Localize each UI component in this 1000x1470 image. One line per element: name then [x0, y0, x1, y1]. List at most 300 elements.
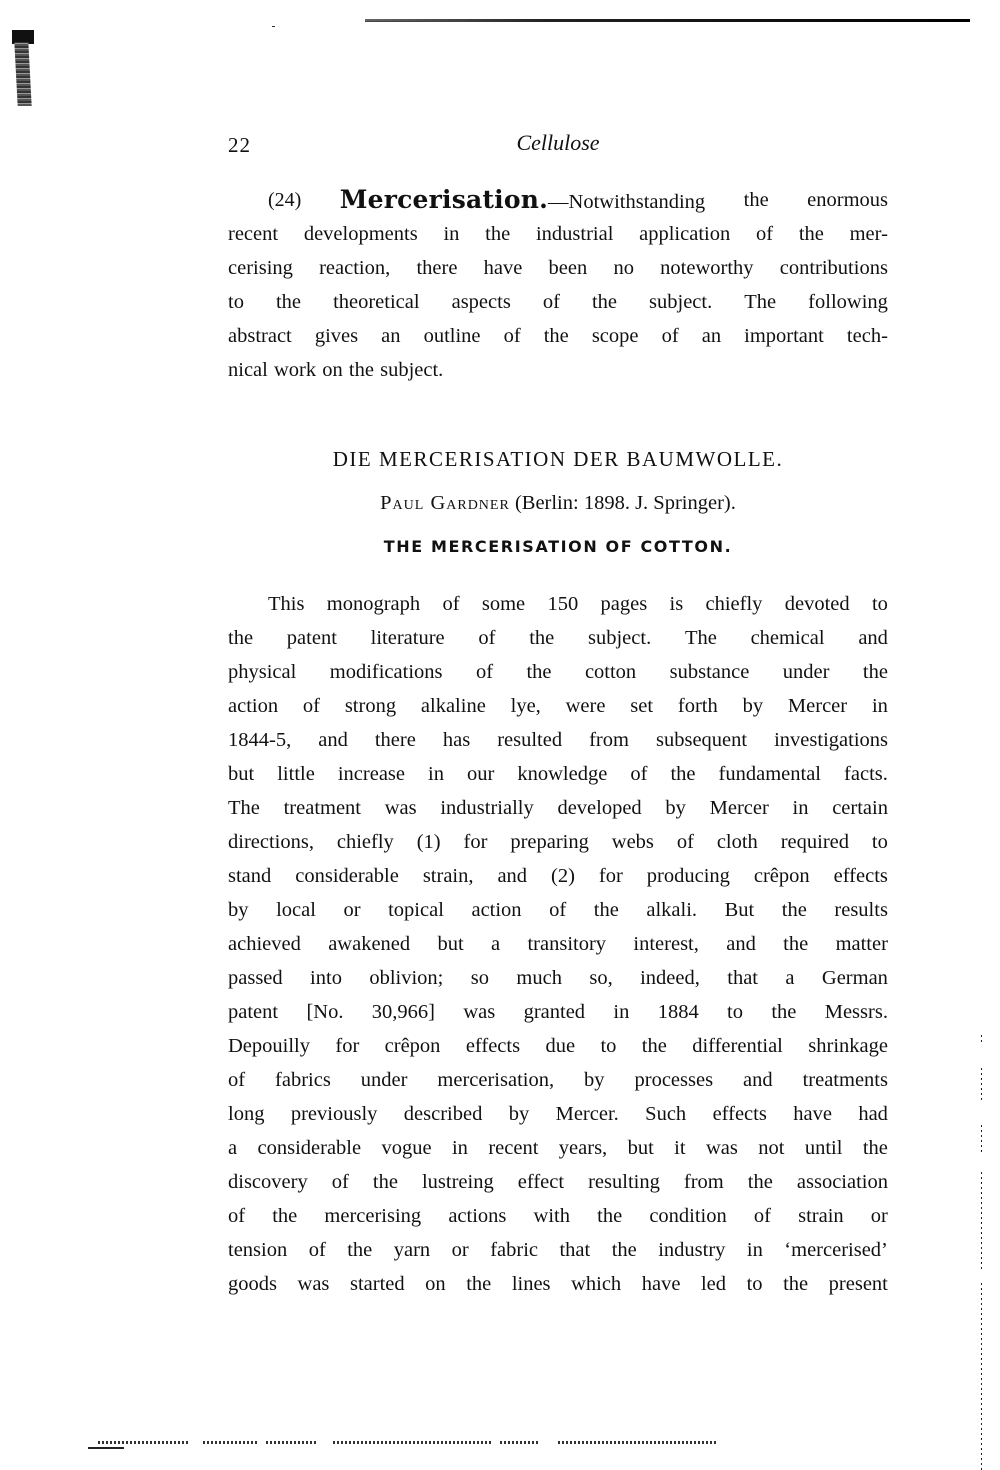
word: to — [871, 831, 888, 853]
word: a — [491, 933, 501, 955]
word: abstract — [228, 325, 292, 347]
word: certain — [832, 797, 888, 819]
text-line — [228, 961, 888, 995]
word: the — [348, 359, 374, 381]
word: crêpon — [753, 865, 810, 887]
text-line — [228, 893, 888, 927]
text-line — [228, 1233, 888, 1267]
word: chiefly — [705, 593, 763, 615]
word: our — [467, 763, 495, 785]
section-title: Mercerisation. — [339, 185, 549, 214]
word: recent — [228, 223, 279, 245]
word: some — [481, 593, 526, 615]
text-line — [228, 319, 888, 353]
text-line — [228, 353, 888, 387]
word: a — [785, 967, 795, 989]
word: mer- — [849, 223, 888, 245]
word: in — [443, 223, 460, 245]
word: theoretical — [333, 291, 420, 313]
scan-speck — [272, 26, 275, 27]
word: The — [228, 797, 260, 819]
word: or — [870, 1205, 888, 1227]
word: in — [428, 763, 444, 785]
scan-edge-artifact — [12, 30, 36, 108]
word: the — [347, 1239, 373, 1261]
word: by — [665, 797, 686, 819]
text-line — [228, 1267, 888, 1301]
word: in — [451, 1137, 468, 1159]
word: (2) — [551, 865, 575, 887]
word: was — [463, 1001, 496, 1023]
word: processes — [634, 1069, 714, 1091]
word: required — [780, 831, 850, 853]
word: by — [508, 1103, 530, 1125]
word: knowledge — [517, 763, 608, 785]
word: of — [549, 899, 567, 921]
book-author: Paul Gardner — [380, 492, 510, 514]
noise-segment — [500, 1441, 540, 1444]
word: stand — [228, 865, 272, 887]
word: subject. — [588, 627, 652, 649]
word: condition — [649, 1205, 727, 1227]
word: The — [684, 627, 717, 649]
word: Mercer — [709, 797, 769, 819]
word: subject. — [380, 359, 444, 381]
word: resulting — [588, 1171, 660, 1193]
word: little — [277, 763, 315, 785]
word: an — [701, 325, 722, 347]
scan-top-rule-fade — [365, 21, 465, 22]
word: —Notwithstanding — [548, 191, 706, 213]
word: of — [676, 831, 694, 853]
word: considerable — [257, 1137, 362, 1159]
word: that — [559, 1239, 591, 1261]
word: recent — [488, 1137, 539, 1159]
word: chemical — [750, 627, 825, 649]
word: described — [403, 1103, 483, 1125]
word: had — [858, 1103, 888, 1125]
word: to — [600, 1035, 617, 1057]
word: German — [821, 967, 888, 989]
running-head — [228, 130, 888, 160]
scan-right-edge — [981, 1172, 982, 1269]
word: of — [478, 627, 496, 649]
noise-segment — [266, 1441, 318, 1444]
word: shrinkage — [808, 1035, 888, 1057]
word: so — [470, 967, 490, 989]
word: the — [781, 899, 807, 921]
word: a — [228, 1137, 238, 1159]
word: preparing — [510, 831, 589, 853]
intro-paragraph — [228, 183, 888, 387]
word: was — [705, 1137, 738, 1159]
text-line — [228, 285, 888, 319]
word: it — [674, 1137, 686, 1159]
word: and — [497, 865, 528, 887]
word: the — [771, 1001, 797, 1023]
word: into — [310, 967, 342, 989]
word: set — [630, 695, 654, 717]
word: the — [862, 1137, 888, 1159]
word: strong — [344, 695, 397, 717]
word: in — [746, 1239, 763, 1261]
word: lines — [511, 1273, 551, 1295]
word: vogue — [381, 1137, 432, 1159]
word: previously — [290, 1103, 378, 1125]
text-line — [228, 655, 888, 689]
scan-bottom-noise — [88, 1437, 728, 1451]
word: outline — [423, 325, 481, 347]
word: cotton — [584, 661, 637, 683]
word: the — [272, 1205, 298, 1227]
word: gives — [314, 325, 359, 347]
text-line — [228, 621, 888, 655]
word: and — [726, 933, 756, 955]
word: the — [743, 189, 769, 211]
word: noteworthy — [660, 257, 754, 279]
text-line — [228, 1097, 888, 1131]
noise-segment — [98, 1441, 188, 1444]
text-line — [228, 995, 888, 1029]
word: effects — [465, 1035, 521, 1057]
word: awakened — [328, 933, 411, 955]
word: the — [275, 291, 302, 313]
word: producing — [646, 865, 730, 887]
word: effect — [517, 1171, 565, 1193]
word: the — [747, 1171, 773, 1193]
word: literature — [370, 627, 445, 649]
book-title: DIE MERCERISATION DER BAUMWOLLE. — [332, 447, 784, 471]
word: effects — [712, 1103, 767, 1125]
running-title: Cellulose — [516, 130, 600, 155]
word: was — [297, 1273, 330, 1295]
book-translation-title: THE MERCERISATION OF COTTON. — [383, 537, 733, 556]
word: with — [533, 1205, 570, 1227]
word: long — [228, 1103, 265, 1125]
word: on — [322, 359, 343, 381]
word: for — [335, 1035, 360, 1057]
word: in — [613, 1001, 630, 1023]
word: due — [545, 1035, 576, 1057]
word: there — [374, 729, 416, 751]
text-line — [228, 791, 888, 825]
word: to — [871, 593, 888, 615]
word: have — [641, 1273, 681, 1295]
word: subsequent — [655, 729, 748, 751]
word: webs — [611, 831, 654, 853]
word: differential — [692, 1035, 783, 1057]
text-line — [228, 825, 888, 859]
word: Depouilly — [228, 1035, 310, 1057]
word: of — [475, 661, 494, 683]
word: in — [871, 695, 888, 717]
word: of — [503, 325, 521, 347]
word: of — [753, 1205, 771, 1227]
word: or — [451, 1239, 469, 1261]
word: the — [783, 933, 809, 955]
word: investigations — [774, 729, 888, 751]
word: association — [796, 1171, 888, 1193]
word: until — [804, 1137, 843, 1159]
word: But — [724, 899, 755, 921]
word: years, — [558, 1137, 608, 1159]
word: for — [598, 865, 623, 887]
word: under — [360, 1069, 408, 1091]
text-line — [228, 689, 888, 723]
word: the — [641, 1035, 667, 1057]
word: the — [526, 661, 552, 683]
word: ‘mercerised’ — [784, 1239, 888, 1261]
scan-right-edge — [981, 1035, 982, 1045]
word: present — [828, 1273, 888, 1295]
word: (1) — [416, 831, 441, 853]
text-line — [228, 587, 888, 621]
word: industry — [658, 1239, 726, 1261]
word: The — [744, 291, 777, 313]
word: This — [268, 593, 305, 615]
word: on — [425, 1273, 446, 1295]
word: the — [372, 1171, 398, 1193]
word: of — [630, 763, 648, 785]
word: action — [228, 695, 279, 717]
text-line — [228, 757, 888, 791]
word: an — [381, 325, 401, 347]
word: directions, — [228, 831, 314, 853]
word: no — [613, 257, 634, 279]
text-line — [228, 1199, 888, 1233]
word: action — [471, 899, 522, 921]
word: following — [808, 291, 888, 313]
word: but — [228, 763, 255, 785]
word: facts. — [844, 763, 888, 785]
word: cloth — [716, 831, 758, 853]
word: led — [700, 1273, 727, 1295]
word: tension — [228, 1239, 288, 1261]
word: started — [349, 1273, 405, 1295]
word: developed — [557, 797, 642, 819]
word: lye, — [510, 695, 541, 717]
word: for — [463, 831, 488, 853]
word: was — [384, 797, 417, 819]
word: industrial — [535, 223, 614, 245]
text-line — [228, 1131, 888, 1165]
word: developments — [303, 223, 418, 245]
word: the — [597, 1205, 623, 1227]
word: treatments — [802, 1069, 888, 1091]
word: and — [858, 627, 888, 649]
scan-right-edge — [981, 1125, 982, 1155]
word: were — [565, 695, 606, 717]
text-line — [228, 183, 888, 217]
word: the — [543, 325, 569, 347]
word: nical — [228, 359, 268, 381]
word: resulted — [497, 729, 563, 751]
word: treatment — [283, 797, 361, 819]
word: of — [308, 1239, 326, 1261]
word: Mercer — [787, 695, 848, 717]
word: important — [744, 325, 824, 347]
word: the — [529, 627, 555, 649]
word: and — [743, 1069, 773, 1091]
word: of — [302, 695, 320, 717]
word: Mercer. — [555, 1103, 619, 1125]
word: but — [437, 933, 464, 955]
scan-right-edge — [981, 1068, 982, 1101]
word: so, — [589, 967, 613, 989]
word: Messrs. — [824, 1001, 888, 1023]
word: substance — [669, 661, 750, 683]
word: of — [542, 291, 560, 313]
word: alkaline — [420, 695, 486, 717]
word: strain, — [422, 865, 474, 887]
text-line — [228, 217, 888, 251]
word: but — [627, 1137, 654, 1159]
word: goods — [228, 1273, 277, 1295]
word: work — [273, 359, 317, 381]
word: of — [755, 223, 774, 245]
word: alkali. — [646, 899, 698, 921]
word: aspects — [451, 291, 511, 313]
noise-segment — [203, 1441, 258, 1444]
scan-edge-stem — [14, 42, 31, 106]
word: transitory — [527, 933, 607, 955]
word: crêpon — [384, 1035, 441, 1057]
word: from — [683, 1171, 724, 1193]
word: reaction, — [319, 257, 391, 279]
word: matter — [835, 933, 888, 955]
word: the — [593, 899, 619, 921]
word: application — [639, 223, 731, 245]
word: modifications — [329, 661, 443, 683]
word: of — [228, 1069, 246, 1091]
word: enormous — [807, 189, 888, 211]
word: the — [862, 661, 888, 683]
word: discovery — [228, 1171, 308, 1193]
word: 1844-5, — [228, 729, 292, 751]
word: in — [792, 797, 809, 819]
word: interest, — [633, 933, 699, 955]
book-publication: (Berlin: 1898. J. Springer). — [514, 492, 736, 514]
text-line — [228, 859, 888, 893]
word: patent — [286, 627, 337, 649]
word: fundamental — [718, 763, 822, 785]
word: considerable — [295, 865, 399, 887]
word: achieved — [228, 933, 301, 955]
word: the — [591, 291, 617, 313]
word: much — [516, 967, 562, 989]
word: to — [746, 1273, 763, 1295]
word: the — [466, 1273, 492, 1295]
word: pages — [600, 593, 648, 615]
word: to — [228, 291, 244, 313]
word: by — [742, 695, 764, 717]
word: 30,966] — [371, 1001, 435, 1023]
word: mercerisation, — [437, 1069, 555, 1091]
text-line — [228, 251, 888, 285]
word: industrially — [440, 797, 534, 819]
word: scope — [591, 325, 639, 347]
text-line — [228, 1029, 888, 1063]
section-heading — [340, 183, 705, 217]
word: the — [783, 1273, 809, 1295]
word: effects — [833, 865, 888, 887]
page-number: 22 — [228, 133, 251, 157]
word: strain — [798, 1205, 844, 1227]
word: cerising — [228, 257, 293, 279]
text-line — [228, 927, 888, 961]
word: there — [416, 257, 458, 279]
word: devoted — [784, 593, 850, 615]
word: the — [798, 223, 824, 245]
word: have — [483, 257, 523, 279]
word: monograph — [326, 593, 421, 615]
word: been — [548, 257, 588, 279]
word: 150 — [547, 593, 579, 615]
noise-segment — [558, 1441, 718, 1444]
word: forth — [677, 695, 718, 717]
word: chiefly — [336, 831, 394, 853]
word: physical — [228, 661, 297, 683]
word: results — [834, 899, 888, 921]
word: fabric — [490, 1239, 538, 1261]
word: granted — [523, 1001, 586, 1023]
text-line — [228, 1063, 888, 1097]
word: of — [661, 325, 679, 347]
word: under — [782, 661, 830, 683]
word: actions — [448, 1205, 507, 1227]
word: by — [228, 899, 249, 921]
text-line — [228, 723, 888, 757]
word: [No. — [306, 1001, 344, 1023]
word: local — [276, 899, 316, 921]
word: from — [589, 729, 629, 751]
word: topical — [388, 899, 444, 921]
word: has — [442, 729, 471, 751]
word: fabrics — [275, 1069, 331, 1091]
word: Such — [645, 1103, 687, 1125]
word: patent — [228, 1001, 279, 1023]
word: mercerising — [324, 1205, 422, 1227]
word: the — [670, 763, 696, 785]
word: indeed, — [640, 967, 700, 989]
word: oblivion; — [369, 967, 444, 989]
word: tech- — [846, 325, 888, 347]
word: not — [758, 1137, 785, 1159]
word: is — [669, 593, 684, 615]
word: lustreing — [421, 1171, 494, 1193]
word: of — [331, 1171, 349, 1193]
word: passed — [228, 967, 283, 989]
word: which — [571, 1273, 622, 1295]
text-line — [228, 1165, 888, 1199]
word: contributions — [779, 257, 888, 279]
book-author-line — [228, 492, 888, 515]
word: the — [611, 1239, 637, 1261]
word: or — [343, 899, 361, 921]
word: the — [228, 627, 254, 649]
word: and — [318, 729, 348, 751]
word: of — [228, 1205, 246, 1227]
word: increase — [337, 763, 405, 785]
word: that — [727, 967, 759, 989]
word: of — [442, 593, 460, 615]
word: the — [485, 223, 511, 245]
word: 1884 — [657, 1001, 699, 1023]
word: have — [793, 1103, 832, 1125]
scan-right-edge — [981, 1283, 982, 1470]
word: to — [727, 1001, 743, 1023]
section-number: (24) — [268, 189, 302, 211]
